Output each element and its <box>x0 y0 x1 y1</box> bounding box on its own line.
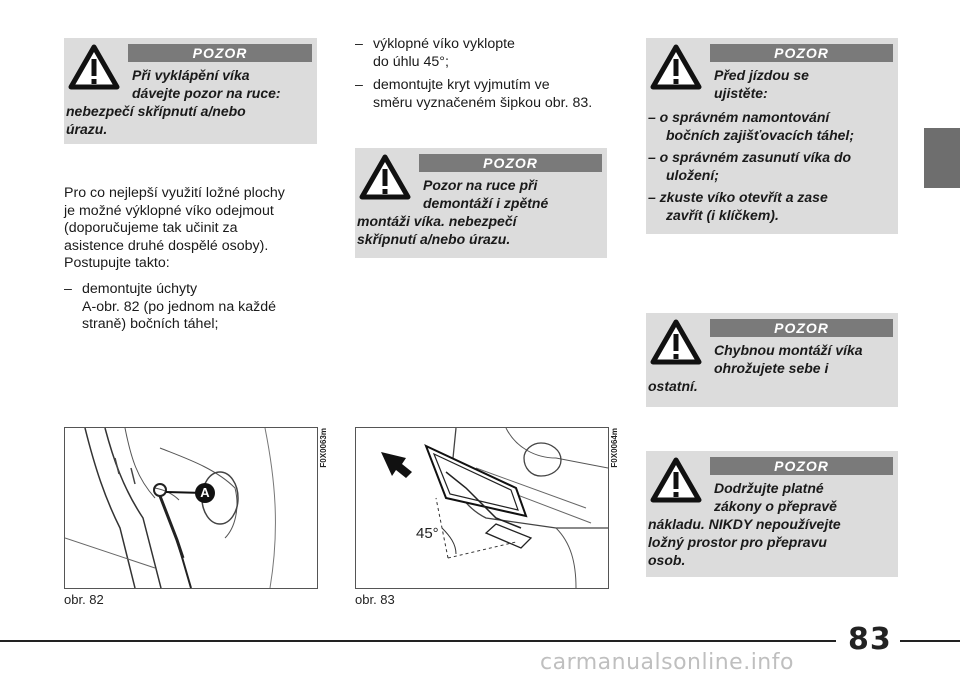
warning-text <box>646 479 898 569</box>
text-line: směru vyznačeném šipkou obr. 83. <box>373 94 593 111</box>
figure-83 <box>355 427 609 589</box>
dash: – <box>355 77 363 94</box>
warning-bullet <box>646 108 898 144</box>
warning-line: úrazu. <box>66 121 108 137</box>
footer-rule-left <box>0 640 836 642</box>
warning-title: POZOR <box>128 44 312 62</box>
warning-box-1 <box>64 38 317 144</box>
text-line: Postupujte takto: <box>64 255 170 272</box>
dash: – <box>355 36 363 52</box>
warning-line: ohrožujete sebe i <box>714 360 829 376</box>
warning-line: bočních zajišťovacích táhel; <box>666 127 854 143</box>
text-line: demontujte úchyty <box>82 280 198 297</box>
intro-paragraph <box>64 185 324 334</box>
callout-a-marker: A <box>195 483 215 503</box>
step-2 <box>355 36 615 71</box>
text-line: do úhlu 45°; <box>373 53 449 70</box>
warning-box-5 <box>646 451 898 577</box>
warning-line: Před jízdou se <box>714 67 809 83</box>
warning-bullet <box>646 188 898 224</box>
warning-line: Pozor na ruce při <box>423 177 538 193</box>
warning-line: zavřít (i klíčkem). <box>666 207 779 223</box>
warning-line: osob. <box>648 552 686 568</box>
figure-code: F0X0064m <box>610 428 619 468</box>
figure-82-caption: obr. 82 <box>64 592 104 607</box>
text-line: (doporučujeme tak učinit za <box>64 220 238 237</box>
warning-title: POZOR <box>710 44 893 62</box>
angle-label: 45° <box>416 525 439 542</box>
warning-title: POZOR <box>710 457 893 475</box>
warning-box-2 <box>355 148 607 258</box>
step-1 <box>64 281 324 334</box>
warning-text <box>64 66 317 138</box>
warning-title: POZOR <box>710 319 893 337</box>
warning-line: – zkuste víko otevřít a zase <box>648 189 828 205</box>
section-tab <box>924 128 960 188</box>
warning-line: uložení; <box>666 167 719 183</box>
warning-line: Při vyklápění víka <box>132 67 250 83</box>
tailgate-removal-illustration <box>356 428 608 588</box>
warning-text <box>355 176 607 248</box>
warning-line: demontáží i zpětné <box>423 195 549 211</box>
warning-line: ostatní. <box>648 378 698 394</box>
warning-text <box>646 66 898 224</box>
figure-82 <box>64 427 318 589</box>
warning-line: ložný prostor pro přepravu <box>648 534 827 550</box>
tailgate-strap-illustration <box>65 428 317 588</box>
figure-code: F0X0063m <box>319 428 328 468</box>
warning-line: Dodržujte platné <box>714 480 824 496</box>
warning-line: nákladu. NIKDY nepoužívejte <box>648 516 841 532</box>
dash: – <box>64 280 72 297</box>
warning-line: montáži víka. nebezpečí <box>357 213 517 229</box>
warning-bullet <box>646 148 898 184</box>
text-line: asistence druhé dospělé osoby). <box>64 237 269 254</box>
warning-line: dávejte pozor na ruce: <box>132 85 281 101</box>
page-number: 83 <box>848 622 892 657</box>
text-line: demontujte kryt vyjmutím ve <box>373 77 550 94</box>
warning-line: nebezpečí skřípnutí a/nebo <box>66 103 246 119</box>
warning-title: POZOR <box>419 154 602 172</box>
warning-line: Chybnou montáží víka <box>714 342 863 358</box>
text-line: výklopné víko vyklopte <box>373 36 515 52</box>
warning-line: ujistěte: <box>714 85 768 101</box>
warning-line: zákony o přepravě <box>714 498 837 514</box>
watermark: carmanualsonline.info <box>540 650 794 675</box>
warning-line: skřípnutí a/nebo úrazu. <box>357 231 511 247</box>
warning-line: – o správném zasunutí víka do <box>648 149 852 165</box>
text-line: Pro co nejlepší využití ložné plochy <box>64 185 285 201</box>
text-line: straně) bočních táhel; <box>82 316 219 333</box>
warning-text <box>646 341 898 395</box>
text-line: A-obr. 82 (po jednom na každé <box>82 298 277 315</box>
warning-box-3 <box>646 38 898 234</box>
warning-line: – o správném namontování <box>648 109 830 125</box>
step-3 <box>355 77 615 112</box>
figure-83-caption: obr. 83 <box>355 592 395 607</box>
steps-middle <box>355 36 615 112</box>
text-line: je možné výklopné víko odejmout <box>64 202 274 219</box>
warning-box-4 <box>646 313 898 407</box>
footer-rule-right <box>900 640 960 642</box>
